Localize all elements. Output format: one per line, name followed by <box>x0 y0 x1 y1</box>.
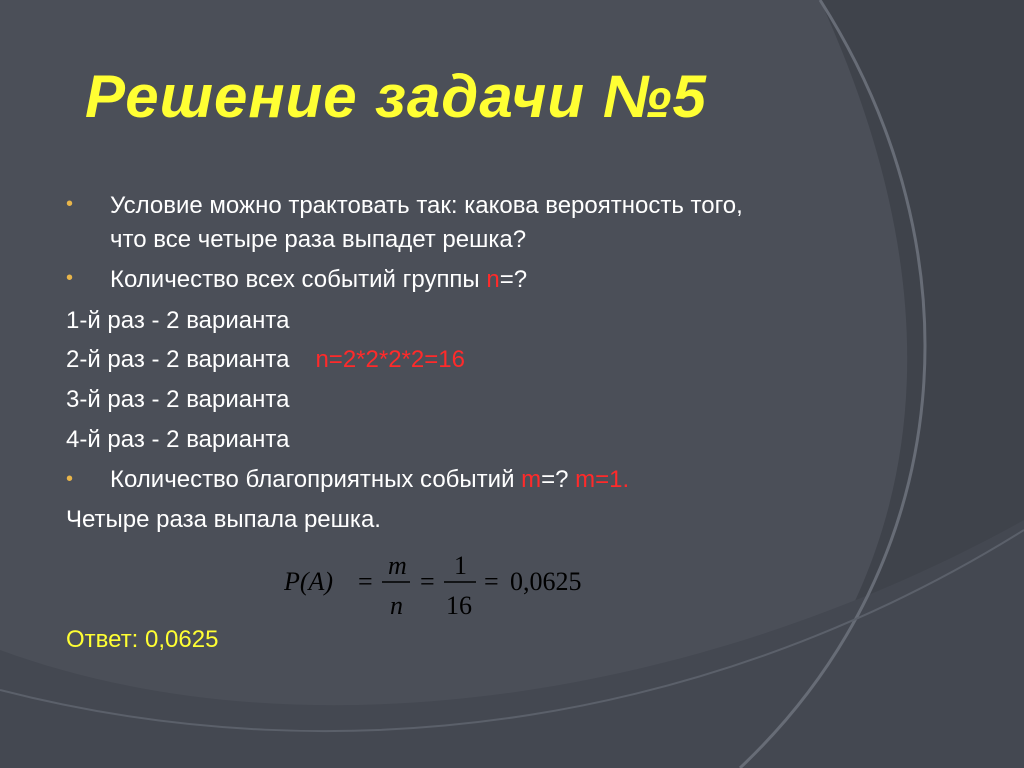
formula-eq-2: = <box>420 567 435 596</box>
m-value: m=1. <box>575 466 630 493</box>
bullet-icon: • <box>66 267 74 289</box>
total-events-end: =? <box>499 266 528 293</box>
formula-num-1: 1 <box>454 551 467 580</box>
try-line-2-text: 2-й раз - 2 варианта <box>66 346 290 373</box>
formula-num-m: m <box>388 551 407 580</box>
formula-lhs: P(A) <box>284 567 334 596</box>
bullet-icon: • <box>66 468 74 490</box>
slide-title: Решение задачи №5 <box>85 63 707 130</box>
tails-line: Четыре раза выпала решка. <box>66 506 381 533</box>
bullet-icon: • <box>66 193 74 215</box>
total-events-line <box>110 266 527 294</box>
variable-n: n <box>486 266 500 293</box>
try-line-2 <box>66 346 465 374</box>
favorable-events-text: Количество благоприятных событий <box>110 466 522 493</box>
total-events-text: Количество всех событий группы <box>110 266 487 293</box>
try-line-4: 4-й раз - 2 варианта <box>66 426 290 453</box>
favorable-events-mid: =? <box>541 466 576 493</box>
variable-m: m <box>521 466 542 493</box>
formula-eq-3: = <box>484 567 499 596</box>
answer-line: Ответ: 0,0625 <box>66 626 219 653</box>
n-calculation: n=2*2*2*2=16 <box>315 346 465 373</box>
probability-formula <box>284 548 604 620</box>
formula-result: 0,0625 <box>510 567 582 596</box>
try-line-3: 3-й раз - 2 варианта <box>66 386 290 413</box>
formula-den-n: n <box>390 591 403 620</box>
condition-line-1: Условие можно трактовать так: какова вероятность того, <box>110 192 743 219</box>
condition-line-2: что все четыре раза выпадет решка? <box>110 226 527 253</box>
try-line-1: 1-й раз - 2 варианта <box>66 307 290 334</box>
formula-den-16: 16 <box>446 591 472 620</box>
favorable-events-line <box>110 466 629 494</box>
formula-eq-1: = <box>358 567 373 596</box>
